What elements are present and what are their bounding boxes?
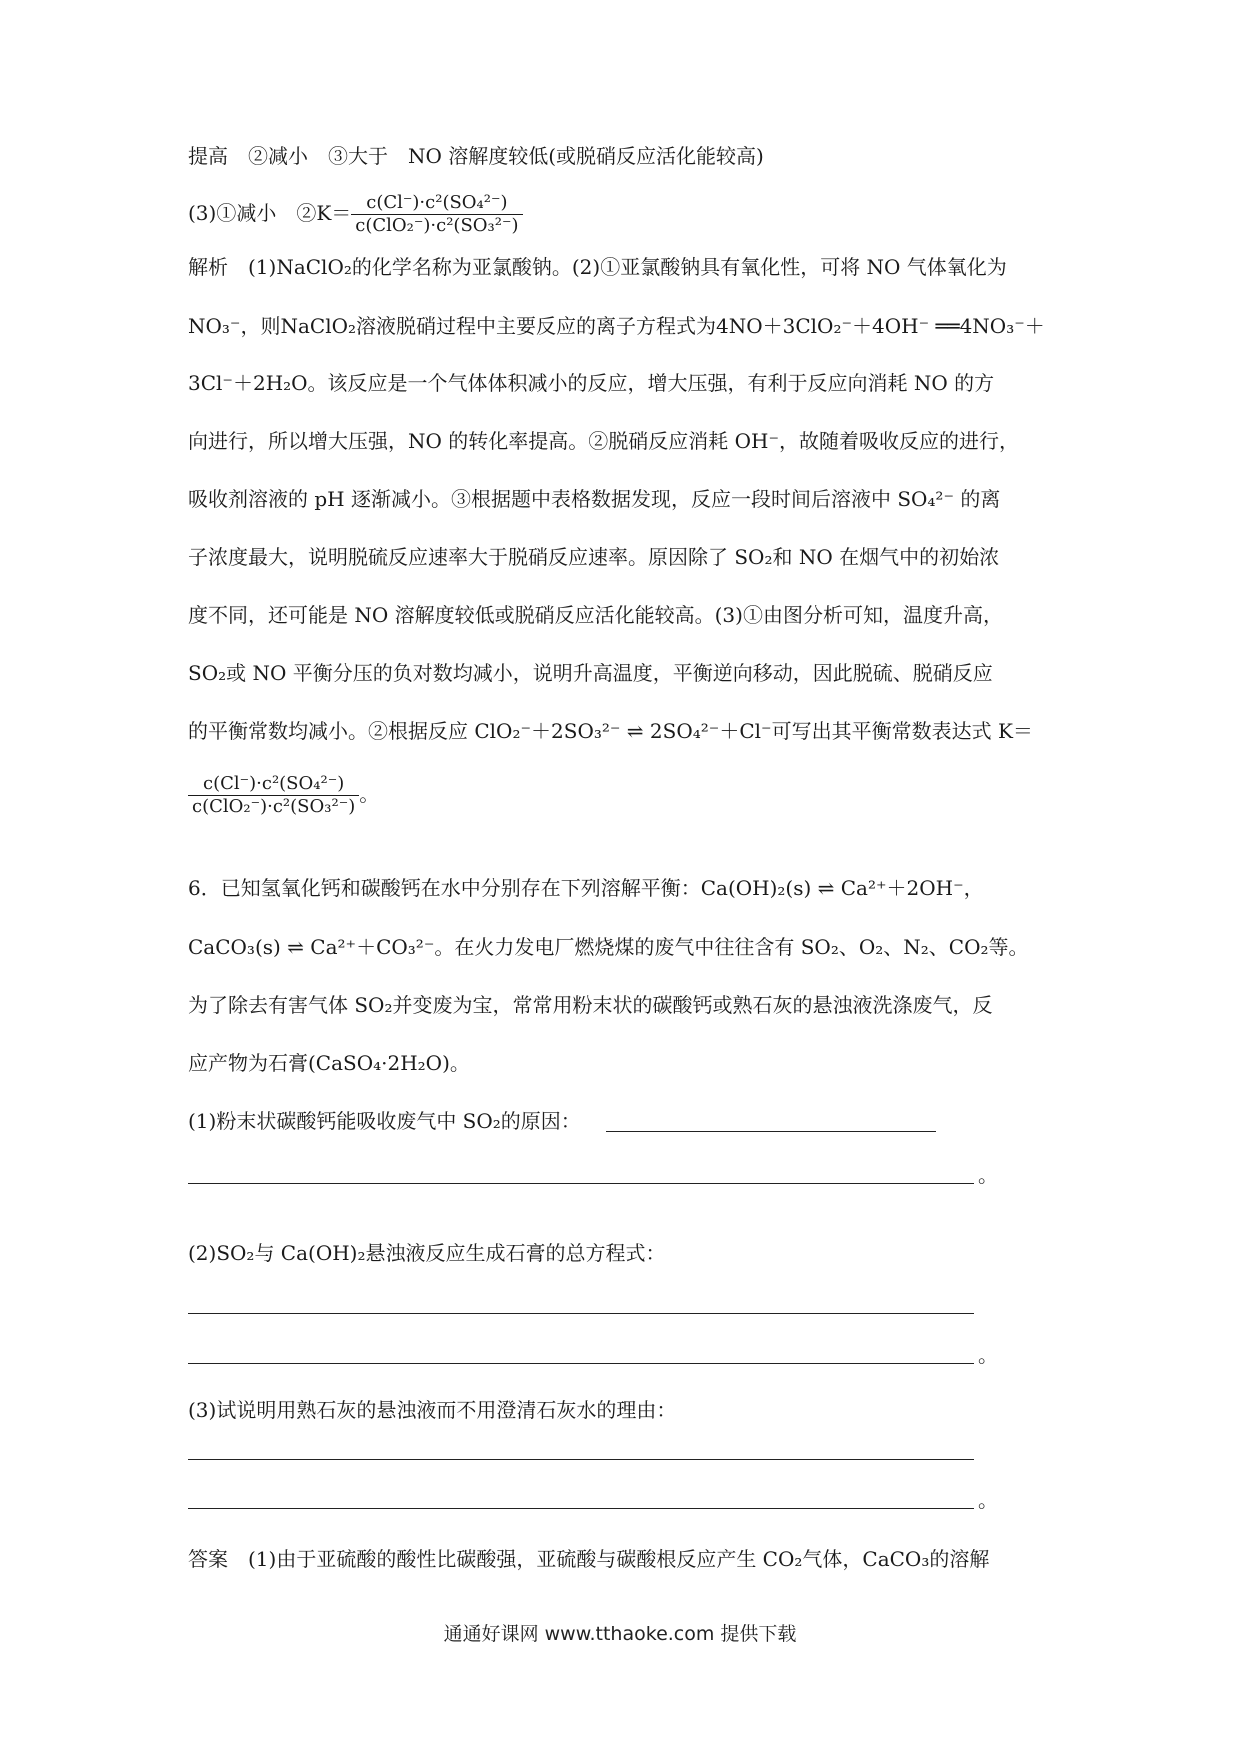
answer-blank[interactable]	[606, 1131, 936, 1132]
equilibrium-constant-fraction	[351, 192, 522, 237]
question6-line: CaCO₃(s) ⇌ Ca²⁺＋CO₃²⁻。在火力发电厂燃烧煤的废气中往往含有 SO₂、O₂、N₂、CO₂等。	[188, 935, 1029, 959]
equilibrium-constant-fraction	[188, 773, 359, 818]
answer-blank[interactable]	[188, 1313, 974, 1314]
answer-part3-label: (3)①减小 ②K＝	[188, 201, 352, 225]
question6-line: 为了除去有害气体 SO₂并变废为宝，常常用粉末状的碳酸钙或熟石灰的悬浊液洗涤废气，反	[188, 993, 993, 1017]
answer-part3	[188, 190, 523, 237]
fraction-denominator: c(ClO₂⁻)·c²(SO₃²⁻)	[355, 215, 519, 236]
fraction-denominator: c(ClO₂⁻)·c²(SO₃²⁻)	[192, 796, 356, 817]
equilibrium-expression	[188, 770, 379, 818]
analysis-line: 解析 (1)NaClO₂的化学名称为亚氯酸钠。(2)①亚氯酸钠具有氧化性，可将 NO 气体氧化为	[188, 255, 1007, 279]
analysis-line: 向进行，所以增大压强，NO 的转化率提高。②脱硝反应消耗 OH⁻，故随着吸收反应的进行，	[188, 429, 1020, 453]
blank-period: 。	[978, 1343, 998, 1367]
page-footer: 通通好课网 www.tthaoke.com 提供下载	[443, 1623, 797, 1645]
answer-line-continued: 提高 ②减小 ③大于 NO 溶解度较低(或脱硝反应活化能较高)	[188, 144, 764, 168]
question6-part2: (2)SO₂与 Ca(OH)₂悬浊液反应生成石膏的总方程式：	[188, 1241, 666, 1265]
answer-blank[interactable]	[188, 1508, 974, 1509]
analysis-line: 的平衡常数均减小。②根据反应 ClO₂⁻＋2SO₃²⁻ ⇌ 2SO₄²⁻＋Cl⁻可写出其平衡常数表达式 K＝	[188, 719, 1033, 743]
answer-line: 答案 (1)由于亚硫酸的酸性比碳酸强，亚硫酸与碳酸根反应产生 CO₂气体，CaCO₃的溶解	[188, 1547, 990, 1571]
question6-line: 应产物为石膏(CaSO₄·2H₂O)。	[188, 1051, 470, 1075]
analysis-line: SO₂或 NO 平衡分压的负对数均减小，说明升高温度，平衡逆向移动，因此脱硫、脱硝反应	[188, 661, 993, 685]
fraction-numerator: c(Cl⁻)·c²(SO₄²⁻)	[351, 192, 522, 215]
analysis-line: NO₃⁻，则NaClO₂溶液脱硝过程中主要反应的离子方程式为4NO＋3ClO₂⁻＋4OH⁻ ══4NO₃⁻＋	[188, 314, 1045, 338]
question6-part1: (1)粉末状碳酸钙能吸收废气中 SO₂的原因：	[188, 1109, 581, 1133]
analysis-line: 子浓度最大，说明脱硫反应速率大于脱硝反应速率。原因除了 SO₂和 NO 在烟气中的初始浓	[188, 545, 1000, 569]
analysis-line: 吸收剂溶液的 pH 逐渐减小。③根据题中表格数据发现，反应一段时间后溶液中 SO₄²⁻ 的离	[188, 487, 1001, 511]
question6-part3: (3)试说明用熟石灰的悬浊液而不用澄清石灰水的理由：	[188, 1398, 677, 1422]
blank-period: 。	[978, 1163, 998, 1187]
analysis-line: 度不同，还可能是 NO 溶解度较低或脱硝反应活化能较高。(3)①由图分析可知，温度升高，	[188, 603, 1003, 627]
question6-line: 6．已知氢氧化钙和碳酸钙在水中分别存在下列溶解平衡：Ca(OH)₂(s) ⇌ Ca²⁺＋2OH⁻，	[188, 876, 984, 900]
fraction-numerator: c(Cl⁻)·c²(SO₄²⁻)	[188, 773, 359, 796]
blank-period: 。	[978, 1488, 998, 1512]
answer-blank[interactable]	[188, 1459, 974, 1460]
expression-period: 。	[359, 782, 380, 806]
answer-blank[interactable]	[188, 1363, 974, 1364]
analysis-line: 3Cl⁻＋2H₂O。该反应是一个气体体积减小的反应，增大压强，有利于反应向消耗 NO 的方	[188, 371, 995, 395]
answer-blank[interactable]	[188, 1183, 974, 1184]
